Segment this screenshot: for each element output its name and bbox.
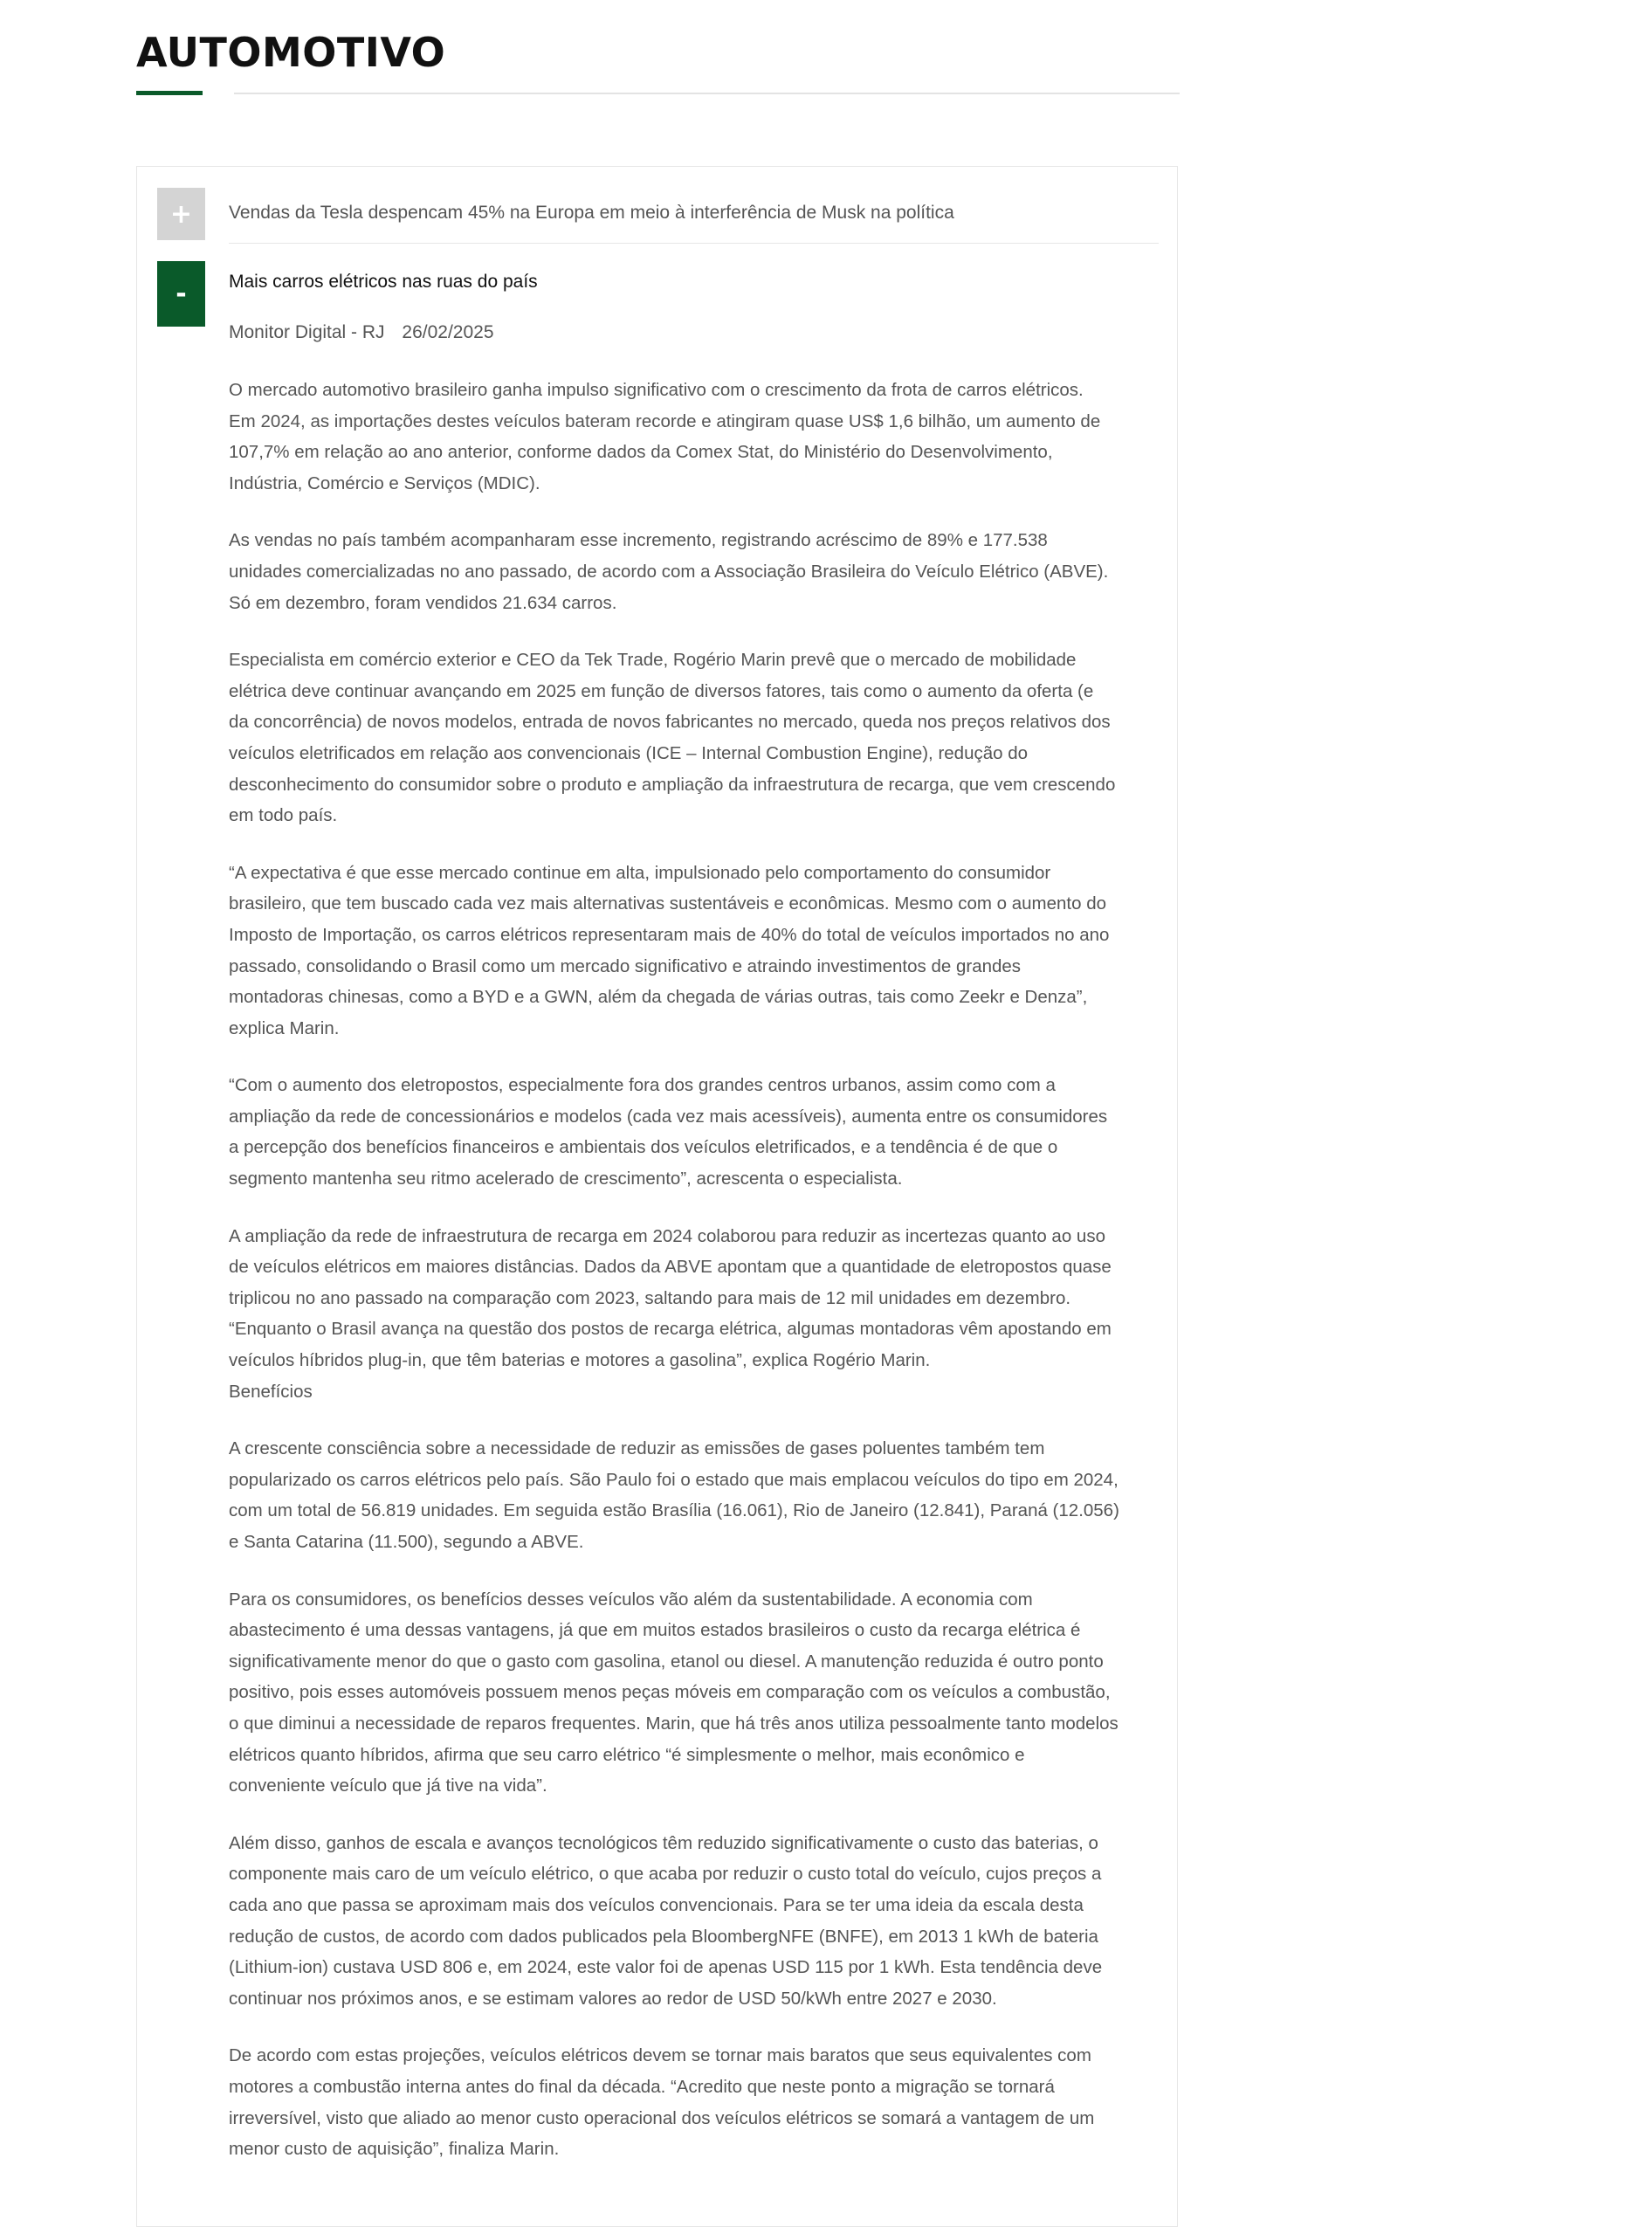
paragraph-line: o que diminui a necessidade de reparos frequentes. Marin, que há três anos utiliza pessoalmente tanto modelos	[229, 1713, 1119, 1734]
paragraph-line: Imposto de Importação, os carros elétricos representaram mais de 40% do total de veículos importados no ano	[229, 924, 1110, 945]
paragraph-line: (Lithium-ion) custava USD 806 e, em 2024, este valor foi de apenas USD 115 por 1 kWh. Esta tendência deve	[229, 1957, 1103, 1978]
paragraph-line: elétrica deve continuar avançando em 2025 em função de diversos fatores, tais como o aumento da oferta (e	[229, 680, 1094, 701]
paragraph-line: Além disso, ganhos de escala e avanços tecnológicos têm reduzido significativamente o custo das baterias, o	[229, 1832, 1098, 1853]
title-divider	[234, 93, 1180, 94]
article-paragraph	[229, 645, 1150, 831]
paragraph-line: com um total de 56.819 unidades. Em seguida estão Brasília (16.061), Rio de Janeiro (12.841), Paraná (12.056)	[229, 1500, 1119, 1521]
expand-toggle-button[interactable]: +	[157, 188, 205, 240]
paragraph-line: O mercado automotivo brasileiro ganha impulso significativo com o crescimento da frota de carros elétricos.	[229, 380, 1084, 400]
paragraph-line: Indústria, Comércio e Serviços (MDIC).	[229, 472, 540, 493]
paragraph-line: As vendas no país também acompanharam esse incremento, registrando acréscimo de 89% e 177.538	[229, 530, 1048, 551]
article-paragraph	[229, 858, 1150, 1045]
article-meta	[229, 321, 494, 345]
paragraph-line: explica Marin.	[229, 1017, 340, 1038]
paragraph-line: elétricos quanto híbridos, afirma que seu carro elétrico “é simplesmente o melhor, mais econômico e	[229, 1744, 1025, 1765]
paragraph-line: A crescente consciência sobre a necessidade de reduzir as emissões de gases poluentes também tem	[229, 1438, 1045, 1459]
paragraph-line: irreversível, visto que aliado ao menor custo operacional dos veículos elétricos se somará a vantagem de um	[229, 2107, 1095, 2128]
news-accordion	[136, 166, 1178, 2227]
paragraph-line: redução de custos, de acordo com dados publicados pela BloombergNFE (BNFE), em 2013 1 kWh de bateria	[229, 1926, 1098, 1947]
paragraph-line: abastecimento é uma dessas vantagens, já que em muitos estados brasileiros o custo da recarga elétrica é	[229, 1620, 1081, 1641]
paragraph-line: motores a combustão interna antes do final da década. “Acredito que neste ponto a migração se tornará	[229, 2076, 1055, 2097]
paragraph-line: veículos eletrificados em relação aos convencionais (ICE – Internal Combustion Engine), redução do	[229, 742, 1029, 763]
paragraph-line: desconhecimento do consumidor sobre o produto e ampliação da infraestrutura de recarga, que vem crescendo	[229, 774, 1116, 795]
section-title: AUTOMOTIVO	[136, 29, 446, 76]
article-paragraph	[229, 1828, 1150, 2015]
paragraph-line: componente mais caro de um veículo elétrico, o que acaba por reduzir o custo total do veículo, cujos preços a	[229, 1864, 1102, 1885]
paragraph-line: triplicou no ano passado na comparação com 2023, saltando para mais de 12 mil unidades em dezembro.	[229, 1287, 1071, 1308]
paragraph-line: unidades comercializadas no ano passado, de acordo com a Associação Brasileira do Veículo Elétrico (ABVE).	[229, 561, 1109, 582]
paragraph-line: veículos híbridos plug-in, que têm baterias e motores a gasolina”, explica Rogério Marin.	[229, 1350, 931, 1371]
paragraph-line: cada ano que passa se aproximam mais dos veículos convencionais. Para se ter uma ideia da escala desta	[229, 1894, 1084, 1915]
article-body	[229, 375, 1150, 2191]
article-source: Monitor Digital - RJ	[229, 322, 385, 342]
paragraph-line: A ampliação da rede de infraestrutura de recarga em 2024 colaborou para reduzir as incertezas quanto ao uso	[229, 1225, 1105, 1246]
article-paragraph	[229, 375, 1150, 499]
paragraph-line: brasileiro, que tem buscado cada vez mais alternativas sustentáveis e econômicas. Mesmo com o aumento do	[229, 893, 1107, 914]
paragraph-line: “Com o aumento dos eletropostos, especialmente fora dos grandes centros urbanos, assim como com a	[229, 1075, 1056, 1096]
paragraph-line: positivo, pois esses automóveis possuem menos peças móveis em comparação com os veículos a combustão,	[229, 1682, 1111, 1703]
accordion-item-title[interactable]: Vendas da Tesla despencam 45% na Europa em meio à interferência de Musk na política	[229, 203, 954, 223]
paragraph-line: Em 2024, as importações destes veículos bateram recorde e atingiram quase US$ 1,6 bilhão, um aumento de	[229, 410, 1101, 431]
paragraph-line: Para os consumidores, os benefícios desses veículos vão além da sustentabilidade. A economia com	[229, 1589, 1033, 1610]
article-paragraph	[229, 2040, 1150, 2164]
accordion-item-title[interactable]: Mais carros elétricos nas ruas do país	[229, 272, 538, 292]
paragraph-line: ampliação da rede de concessionários e modelos (cada vez mais acessíveis), aumenta entre os consumidores	[229, 1106, 1108, 1127]
accordion-divider	[229, 243, 1159, 244]
paragraph-line: menor custo de aquisição”, finaliza Marin.	[229, 2139, 560, 2160]
paragraph-line: popularizado os carros elétricos pelo país. São Paulo foi o estado que mais emplacou veículos do tipo em 2024,	[229, 1469, 1119, 1490]
article-paragraph	[229, 1070, 1150, 1194]
article-date: 26/02/2025	[402, 322, 494, 342]
article-paragraph	[229, 1221, 1150, 1408]
paragraph-line: Especialista em comércio exterior e CEO da Tek Trade, Rogério Marin prevê que o mercado de mobilidade	[229, 650, 1077, 671]
paragraph-line: em todo país.	[229, 805, 338, 826]
title-accent-bar	[136, 91, 203, 95]
paragraph-line: e Santa Catarina (11.500), segundo a ABVE.	[229, 1532, 584, 1552]
article-paragraph	[229, 1433, 1150, 1557]
collapse-toggle-button[interactable]: -	[157, 261, 205, 327]
section-header	[136, 30, 1180, 100]
paragraph-line: De acordo com estas projeções, veículos elétricos devem se tornar mais baratos que seus equivalentes com	[229, 2045, 1091, 2066]
paragraph-line: Só em dezembro, foram vendidos 21.634 carros.	[229, 592, 617, 613]
paragraph-line: 107,7% em relação ao ano anterior, conforme dados da Comex Stat, do Ministério do Desenvolvimento,	[229, 442, 1053, 463]
paragraph-line: de veículos elétricos em maiores distâncias. Dados da ABVE apontam que a quantidade de eletropostos quase	[229, 1257, 1112, 1278]
article-paragraph	[229, 1584, 1150, 1802]
paragraph-line: montadoras chinesas, como a BYD e a GWN, além da chegada de várias outras, tais como Zeekr e Denza”,	[229, 987, 1088, 1008]
paragraph-line: segmento mantenha seu ritmo acelerado de crescimento”, acrescenta o especialista.	[229, 1169, 903, 1189]
paragraph-line: “Enquanto o Brasil avança na questão dos postos de recarga elétrica, algumas montadoras vêm apostando em	[229, 1319, 1112, 1340]
paragraph-line: a percepção dos benefícios financeiros e ambientais dos veículos eletrificados, e a tendência é de que o	[229, 1137, 1058, 1158]
paragraph-line: continuar nos próximos anos, e se estimam valores ao redor de USD 50/kWh entre 2027 e 2030.	[229, 1988, 997, 2009]
paragraph-line: significativamente menor do que o gasto com gasolina, etanol ou diesel. A manutenção reduzida é outro ponto	[229, 1651, 1104, 1672]
paragraph-line: passado, consolidando o Brasil como um mercado significativo e atraindo investimentos de grandes	[229, 955, 1022, 976]
paragraph-line: da concorrência) de novos modelos, entrada de novos fabricantes no mercado, queda nos preços relativos dos	[229, 712, 1111, 733]
paragraph-line: conveniente veículo que já tive na vida”.	[229, 1775, 547, 1796]
article-paragraph	[229, 525, 1150, 618]
paragraph-line: Benefícios	[229, 1381, 313, 1402]
paragraph-line: “A expectativa é que esse mercado continue em alta, impulsionado pelo comportamento do consumidor	[229, 862, 1051, 883]
